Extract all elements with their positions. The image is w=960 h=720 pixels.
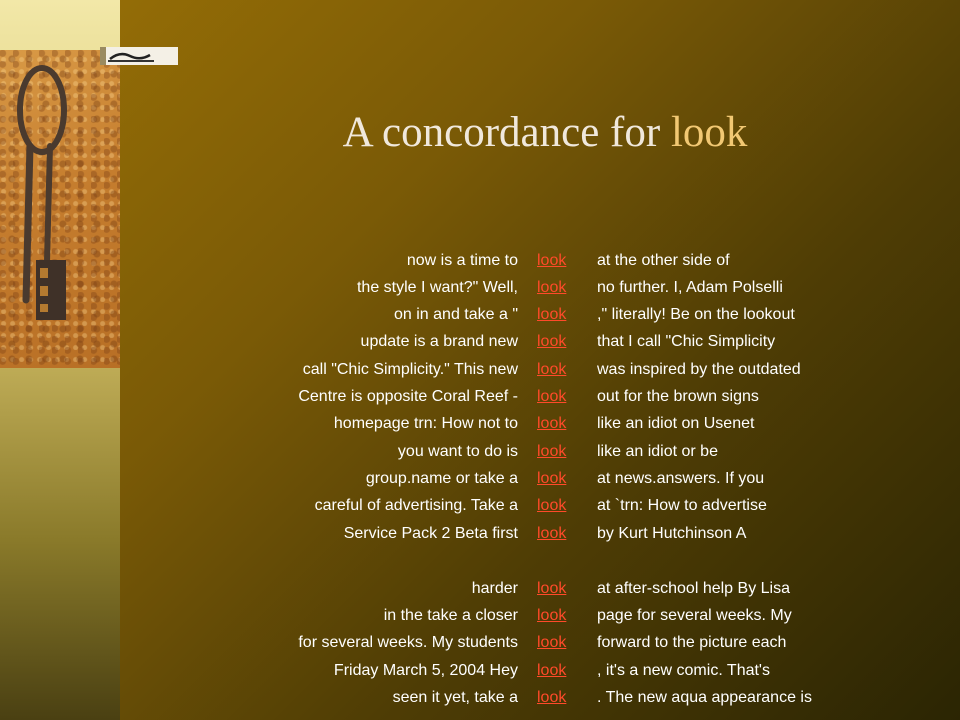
keyword-link[interactable]: look (537, 470, 567, 487)
right-context: out for the brown signs (597, 388, 759, 405)
concordance-row (200, 685, 900, 712)
left-context: call "Chic Simplicity." This new (302, 361, 518, 378)
concordance-row (200, 302, 900, 329)
left-context: Centre is opposite Coral Reef - (298, 388, 518, 405)
keyword-link[interactable]: look (537, 333, 567, 350)
right-context: . The new aqua appearance is (597, 689, 812, 706)
left-context: group.name or take a (365, 470, 518, 487)
concordance-row (200, 493, 900, 520)
keyword-link[interactable]: look (537, 443, 567, 460)
concordance-row (200, 248, 900, 275)
left-context: in the take a closer (383, 607, 518, 624)
left-context: the style I want?" Well, (356, 279, 518, 296)
concordance-row (200, 411, 900, 438)
key-icon (0, 50, 120, 368)
concordance-row (200, 275, 900, 302)
concordance-row (200, 466, 900, 493)
right-context: ," literally! Be on the lookout (597, 306, 795, 323)
keyword-link[interactable]: look (537, 634, 567, 651)
right-context: at after-school help By Lisa (597, 580, 790, 597)
left-context: harder (471, 580, 518, 597)
keyword-link[interactable]: look (537, 689, 567, 706)
keyword-link[interactable]: look (537, 607, 567, 624)
keyword-link[interactable]: look (537, 662, 567, 679)
right-context: like an idiot or be (597, 443, 718, 460)
right-context: that I call "Chic Simplicity (597, 333, 776, 350)
left-context: update is a brand new (360, 333, 518, 350)
left-context: careful of advertising. Take a (314, 497, 518, 514)
concordance-row (200, 439, 900, 466)
concordance-row (200, 576, 900, 603)
right-context: at news.answers. If you (597, 470, 765, 487)
concordance-row (200, 357, 900, 384)
keyword-link[interactable]: look (537, 580, 567, 597)
keyword-link[interactable]: look (537, 497, 567, 514)
concordance-row (200, 521, 900, 548)
keyword-link[interactable]: look (537, 361, 567, 378)
keyword-link[interactable]: look (537, 252, 567, 269)
left-context: seen it yet, take a (392, 689, 518, 706)
concordance-row (200, 658, 900, 685)
right-context: at the other side of (597, 252, 730, 269)
left-context: you want to do is (397, 443, 518, 460)
right-context: no further. I, Adam Polselli (597, 279, 783, 296)
slide-tab (100, 47, 178, 65)
slide-title (0, 108, 960, 157)
keyword-link[interactable]: look (537, 525, 567, 542)
right-context: at `trn: How to advertise (597, 497, 767, 514)
concordance-row (200, 329, 900, 356)
right-context: page for several weeks. My (597, 607, 792, 624)
right-context: by Kurt Hutchinson A (597, 525, 747, 542)
right-context: like an idiot on Usenet (597, 415, 755, 432)
left-context: homepage trn: How not to (333, 415, 518, 432)
left-context: on in and take a " (394, 306, 518, 323)
title-prefix: A concordance for (342, 109, 661, 156)
right-context: forward to the picture each (597, 634, 787, 651)
right-context: , it's a new comic. That's (597, 662, 770, 679)
concordance-row (200, 630, 900, 657)
concordance-row (200, 603, 900, 630)
right-context: was inspired by the outdated (597, 361, 801, 378)
keyword-link[interactable]: look (537, 388, 567, 405)
keyword-link[interactable]: look (537, 306, 567, 323)
keyword-link[interactable]: look (537, 415, 567, 432)
tilde-icon (100, 47, 178, 65)
left-context: for several weeks. My students (298, 634, 518, 651)
concordance-row (200, 384, 900, 411)
left-context: Friday March 5, 2004 Hey (333, 662, 518, 679)
left-context: now is a time to (406, 252, 518, 269)
keyword-link[interactable]: look (537, 279, 567, 296)
left-context: Service Pack 2 Beta first (343, 525, 518, 542)
title-keyword: look (670, 109, 748, 156)
